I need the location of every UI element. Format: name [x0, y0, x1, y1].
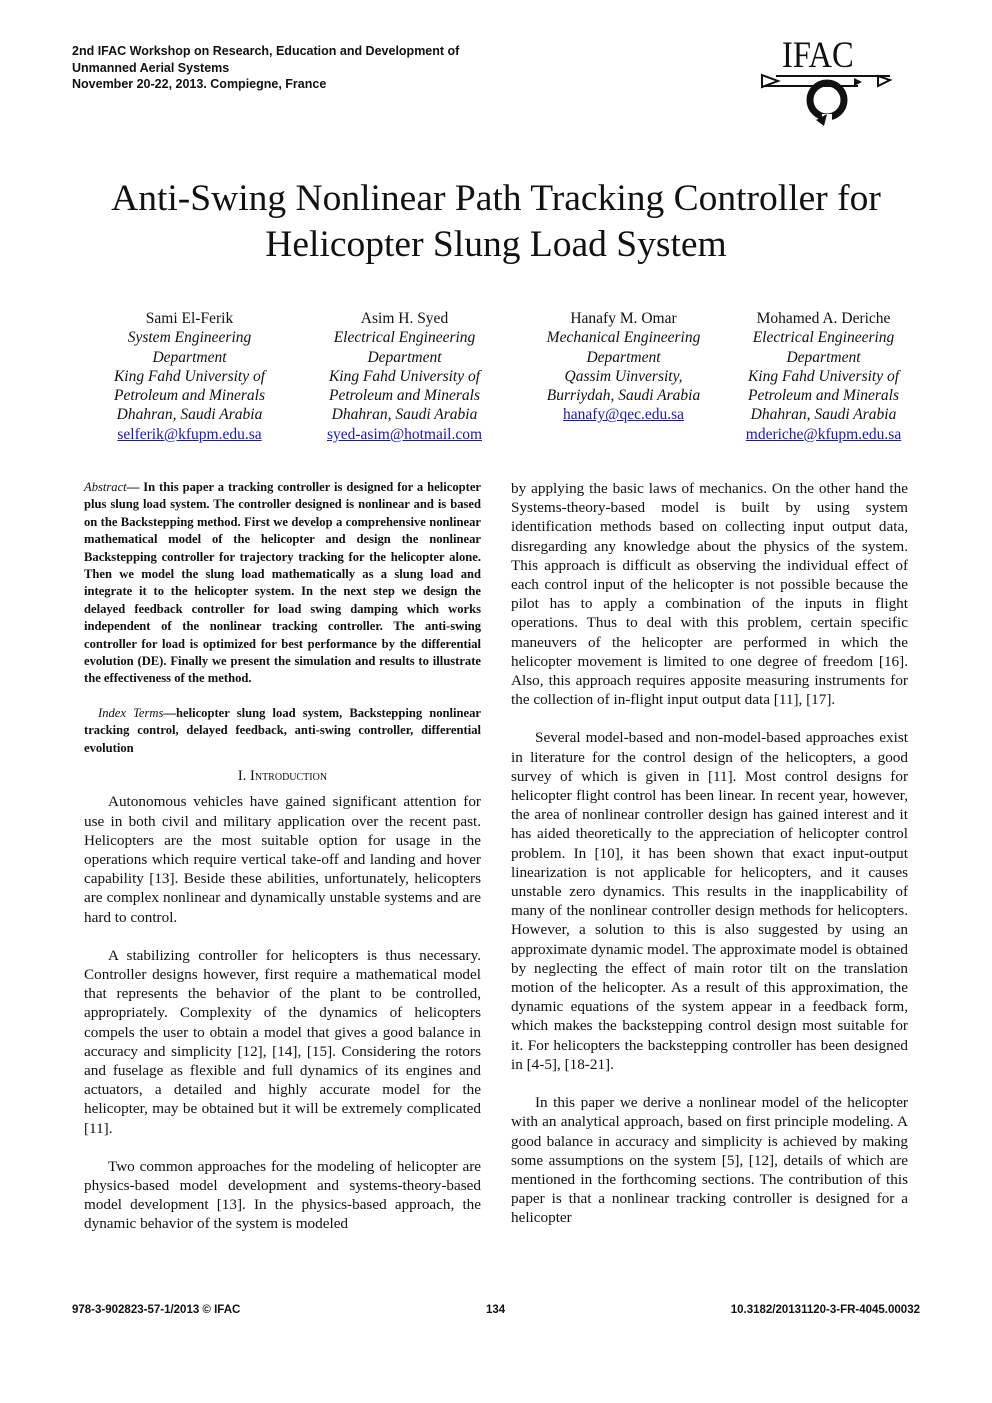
author-location: Dhahran, Saudi Arabia	[331, 406, 478, 424]
author-institution: King Fahd University of	[328, 367, 481, 385]
author-block	[297, 309, 512, 444]
body-paragraph: Several model-based and non-model-based approaches exist in literature for the control design of the helicopters, a good survey of which is given in [11]. Most control designs for helicopter flight control has been linear. In recent year, however, the area of nonlinear controller design has gained interest and it has aided theoretically to the appreciation of helicopter control problem. In [10], it has been shown that exact input-output linearization is not applicable for helicopters, and it causes unstable zero dynamics. This results in the inapplicability of many of the nonlinear controller design methods for helicopters. However, a solution to this is also suggested by using an approximate dynamic model. The approximate model is obtained by neglecting the effect of main rotor tilt on the translation motion of the helicopter. As a result of this approximation, the dynamic equations of the system appear in a feedback form, which makes the backstepping control design most suitable for it. For helicopters the backstepping controller has been designed in [4-5], [18-21].	[511, 729, 908, 1073]
author-institution: Petroleum and Minerals	[748, 387, 899, 405]
conference-header	[72, 43, 459, 93]
body-paragraph: A stabilizing controller for helicopters is thus necessary. Controller designs however, first require a mathematical model that represents the behavior of the plant to be controlled, appropriately. Complexity of the dynamics of helicopters compels the user to obtain a model that gives a good balance in accuracy and simplicity [12], [14], [15]. Considering the rotors and fuselage as flexible and full dynamics of its engines and actuators, a detailed and highly accurate model for the helicopter, may be obtained but it will be extremely complicated [11].	[84, 946, 481, 1137]
page-number: 134	[486, 1304, 506, 1316]
author-email-link[interactable]: selferik@kfupm.edu.sa	[117, 425, 262, 443]
abstract	[84, 479, 481, 688]
author-location: Dhahran, Saudi Arabia	[750, 406, 897, 424]
author-email-link[interactable]: hanafy@qec.edu.sa	[563, 406, 684, 424]
paper-title	[40, 176, 952, 268]
conference-line: Unmanned Aerial Systems	[72, 60, 230, 75]
logo-text: IFAC	[782, 35, 854, 76]
section-title: Introduction	[250, 768, 328, 785]
author-institution: King Fahd University of	[747, 367, 900, 385]
ifac-logo	[758, 34, 908, 134]
right-column	[511, 479, 908, 1247]
abstract-text: — In this paper a tracking controller is designed for a helicopter plus slung load system. The controller designed is nonlinear and is based on the Backstepping method. First we develop a comprehensive nonlinear mathematical model of the helicopter and design the nonlinear Backstepping controller for trajectory tracking for the helicopter alone. Then we model the slung load mathematically as a slung load and integrate it to the helicopter system. In the next step we design the delayed feedback controller for load swing damping which works independent of the nonlinear tracking controller. The anti-swing controller for load is optimized for best performance by the differential evolution (DE). Finally we present the simulation and results to illustrate the effectiveness of the method.	[84, 480, 481, 686]
body-paragraph: Two common approaches for the modeling of helicopter are physics-based model development and systems-theory-based model development [13]. In the physics-based approach, the dynamic behavior of the system is modeled	[84, 1157, 481, 1233]
author-institution: Qassim Uinversity,	[564, 367, 683, 385]
author-institution: Petroleum and Minerals	[114, 387, 265, 405]
author-block	[716, 309, 931, 444]
author-location: Dhahran, Saudi Arabia	[116, 406, 263, 424]
author-name: Mohamed A. Deriche	[756, 310, 891, 327]
title-line: Anti-Swing Nonlinear Path Tracking Controller for	[111, 178, 881, 219]
index-terms-label: Index Terms	[98, 705, 164, 720]
author-dept: Electrical Engineering	[333, 329, 476, 347]
footer-isbn: 978-3-902823-57-1/2013 © IFAC	[72, 1304, 241, 1316]
footer-doi: 10.3182/20131120-3-FR-4045.00032	[730, 1304, 920, 1316]
author-institution: Burriydah, Saudi Arabia	[546, 387, 701, 405]
body-paragraph: Autonomous vehicles have gained significant attention for use in both civil and military application over the recent past. Helicopters are the most suitable option for usage in the operations which require vertical take-off and landing and hover capability [13]. Beside these abilities, unfortunately, helicopters are complex nonlinear and dynamically unstable systems and are hard to control.	[84, 793, 481, 926]
section-number: I.	[237, 768, 251, 785]
author-dept: Department	[586, 348, 661, 366]
author-institution: King Fahd University of	[113, 367, 266, 385]
author-dept: Department	[152, 348, 227, 366]
index-terms	[84, 705, 481, 757]
author-dept: Mechanical Engineering	[546, 329, 701, 347]
author-name: Sami El-Ferik	[145, 310, 234, 327]
author-email-link[interactable]: mderiche@kfupm.edu.sa	[745, 425, 902, 443]
conference-line: 2nd IFAC Workshop on Research, Education and Development of	[72, 44, 460, 58]
body-paragraph: In this paper we derive a nonlinear model of the helicopter with an analytical approach, based on first principle modeling. A good balance in accuracy and simplicity is achieved by making some assumptions on the system [5], [12], details of which are mentioned in the forthcoming sections. The contribution of this paper is that a nonlinear tracking controller is designed for a helicopter	[511, 1094, 908, 1227]
left-column	[84, 479, 481, 1253]
author-dept: Department	[367, 348, 442, 366]
abstract-label: Abstract	[84, 480, 127, 494]
author-dept: Electrical Engineering	[752, 329, 895, 347]
conference-line: November 20-22, 2013. Compiegne, France	[72, 77, 327, 91]
author-institution: Petroleum and Minerals	[329, 387, 480, 405]
author-email-link[interactable]: syed-asim@hotmail.com	[326, 425, 483, 443]
author-name: Asim H. Syed	[360, 310, 449, 327]
author-block	[516, 309, 731, 425]
author-block	[82, 309, 297, 444]
author-dept: System Engineering	[127, 329, 252, 347]
section-heading	[84, 767, 481, 786]
author-name: Hanafy M. Omar	[570, 310, 677, 327]
index-terms-text: —helicopter slung load system, Backstepping nonlinear tracking control, delayed feedback, anti-swing controller, differential evolution	[84, 705, 481, 755]
author-dept: Department	[786, 348, 861, 366]
ifac-emblem-icon	[758, 34, 908, 134]
body-paragraph: by applying the basic laws of mechanics. On the other hand the Systems-theory-based model is built by using system identification methods based on collecting input output data, disregarding any knowledge about the physics of the system. This approach is difficult as observing the individual effect of each control input of the helicopter is not possible because the pilot has to apply a combination of the inputs in flight operations. Thus to deal with this problem, certain specific maneuvers of the helicopter are performed in which the helicopter movement is limited to one degree of freedom [16]. Also, this approach requires apposite measuring instruments for the collection of in-flight input output data [11], [17].	[511, 480, 908, 709]
title-line: Helicopter Slung Load System	[265, 224, 727, 265]
